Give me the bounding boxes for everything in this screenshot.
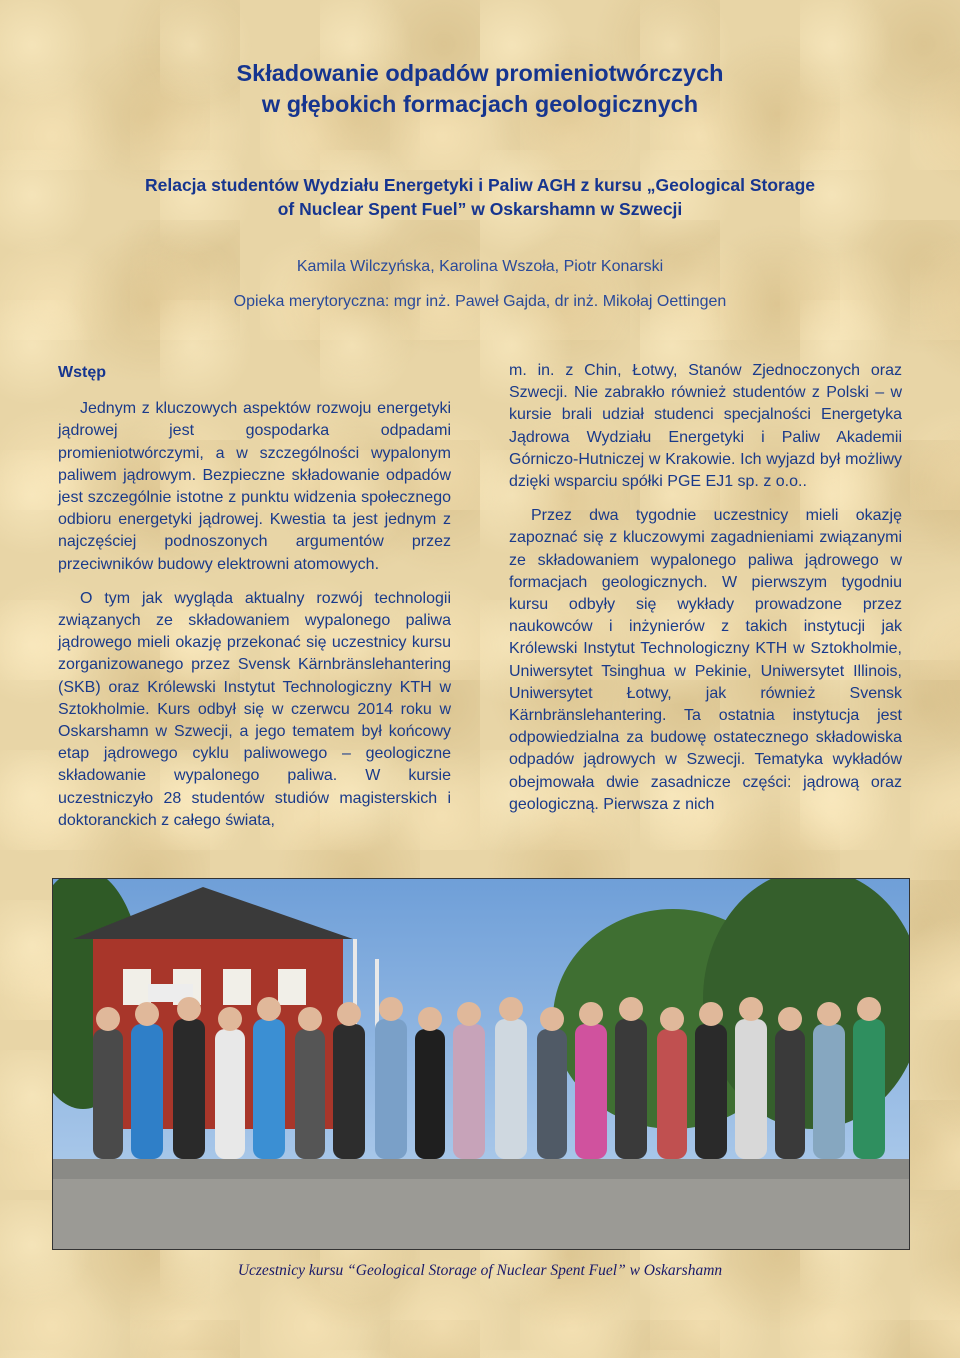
right-column: [509, 360, 902, 816]
article-subtitle: [0, 173, 960, 221]
authors: Kamila Wilczyńska, Karolina Wszoła, Piotr Konarski: [296, 258, 664, 275]
supervision: Opieka merytoryczna: mgr inż. Paweł Gajda, dr inż. Mikołaj Oettingen: [233, 293, 727, 310]
paragraph: Jednym z kluczowych aspektów rozwoju energetyki jądrowej jest gospodarka odpadami promieniotwórczymi, a w szczególności wypalonym paliwem jądrowym. Bezpieczne składowanie odpadów jest szczególnie istotne z punktu widzenia społecznego odbioru energetyki jądrowej. Kwestia ta jest jednym z najczęściej podnoszonych argumentów przez przeciwników budowy elektrowni atomowych.: [58, 400, 451, 573]
paragraph: m. in. z Chin, Łotwy, Stanów Zjednoczonych oraz Szwecji. Nie zabrakło również studentów z Polski – w kursie brali udział studenci specjalności Energetyka Jądrowa Wydziału Energetyki i Paliw Akademii Górniczo-Hutniczej w Krakowie. Ich wyjazd był możliwy dzięki wsparciu spółki PGE EJ1 sp. z o.o..: [509, 362, 902, 491]
section-heading: Wstęp: [58, 364, 106, 381]
group-photo: [52, 878, 910, 1250]
title-line-2: w głębokich formacjach geologicznych: [261, 91, 699, 117]
group-photo-illustration: [53, 879, 909, 1249]
left-column: [58, 360, 451, 832]
article-title: [0, 58, 960, 120]
paragraph: O tym jak wygląda aktualny rozwój technologii związanych ze składowaniem wypalonego paliwa jądrowego mieli okazję przekonać się uczestnicy kursu zorganizowanego przez Svensk Kärnbränslehantering (SKB) oraz Królewski Instytut Technologiczny KTH w Sztokholmie. Kurs odbył się w czerwcu 2014 roku w Oskarshamn w Szwecji, a jego tematem był końcowy etap jądrowego cyklu paliwowego – geologiczne składowanie wypalonego paliwa. W kursie uczestniczyło 28 studentów studiów magisterskich i doktoranckich z całego świata,: [58, 589, 451, 829]
title-line-1: Składowanie odpadów promieniotwórczych: [236, 60, 724, 86]
photo-caption: Uczestnicy kursu “Geological Storage of Nuclear Spent Fuel” w Oskarshamn: [237, 1262, 723, 1279]
subtitle-line-1: Relacja studentów Wydziału Energetyki i Paliw AGH z kursu „Geological Storage: [144, 175, 816, 195]
paragraph: Przez dwa tygodnie uczestnicy mieli okazję zapoznać się z kluczowymi zagadnieniami związanymi ze składowaniem wypalonego paliwa jądrowego w formacjach geologicznych. W pierwszym tygodniu kursu odbyły się wykłady prowadzone przez naukowców i inżynierów z takich instytucji jak Królewski Instytut Technologiczny KTH w Sztokholmie, Uniwersytet Tsinghua w Pekinie, Uniwersytet Illinois, Uniwersytet Łotwy, jak również Svensk Kärnbränslehantering. Ta ostatnia instytucja jest odpowiedzialna za budowę ostatecznego składowiska odpadów jądrowych w Szwecji. Tematyka wykładów obejmowała dwie zasadnicze części: jądrową oraz geologiczną. Pierwsza z nich: [509, 507, 902, 813]
subtitle-line-2: of Nuclear Spent Fuel” w Oskarshamn w Szwecji: [277, 199, 683, 219]
